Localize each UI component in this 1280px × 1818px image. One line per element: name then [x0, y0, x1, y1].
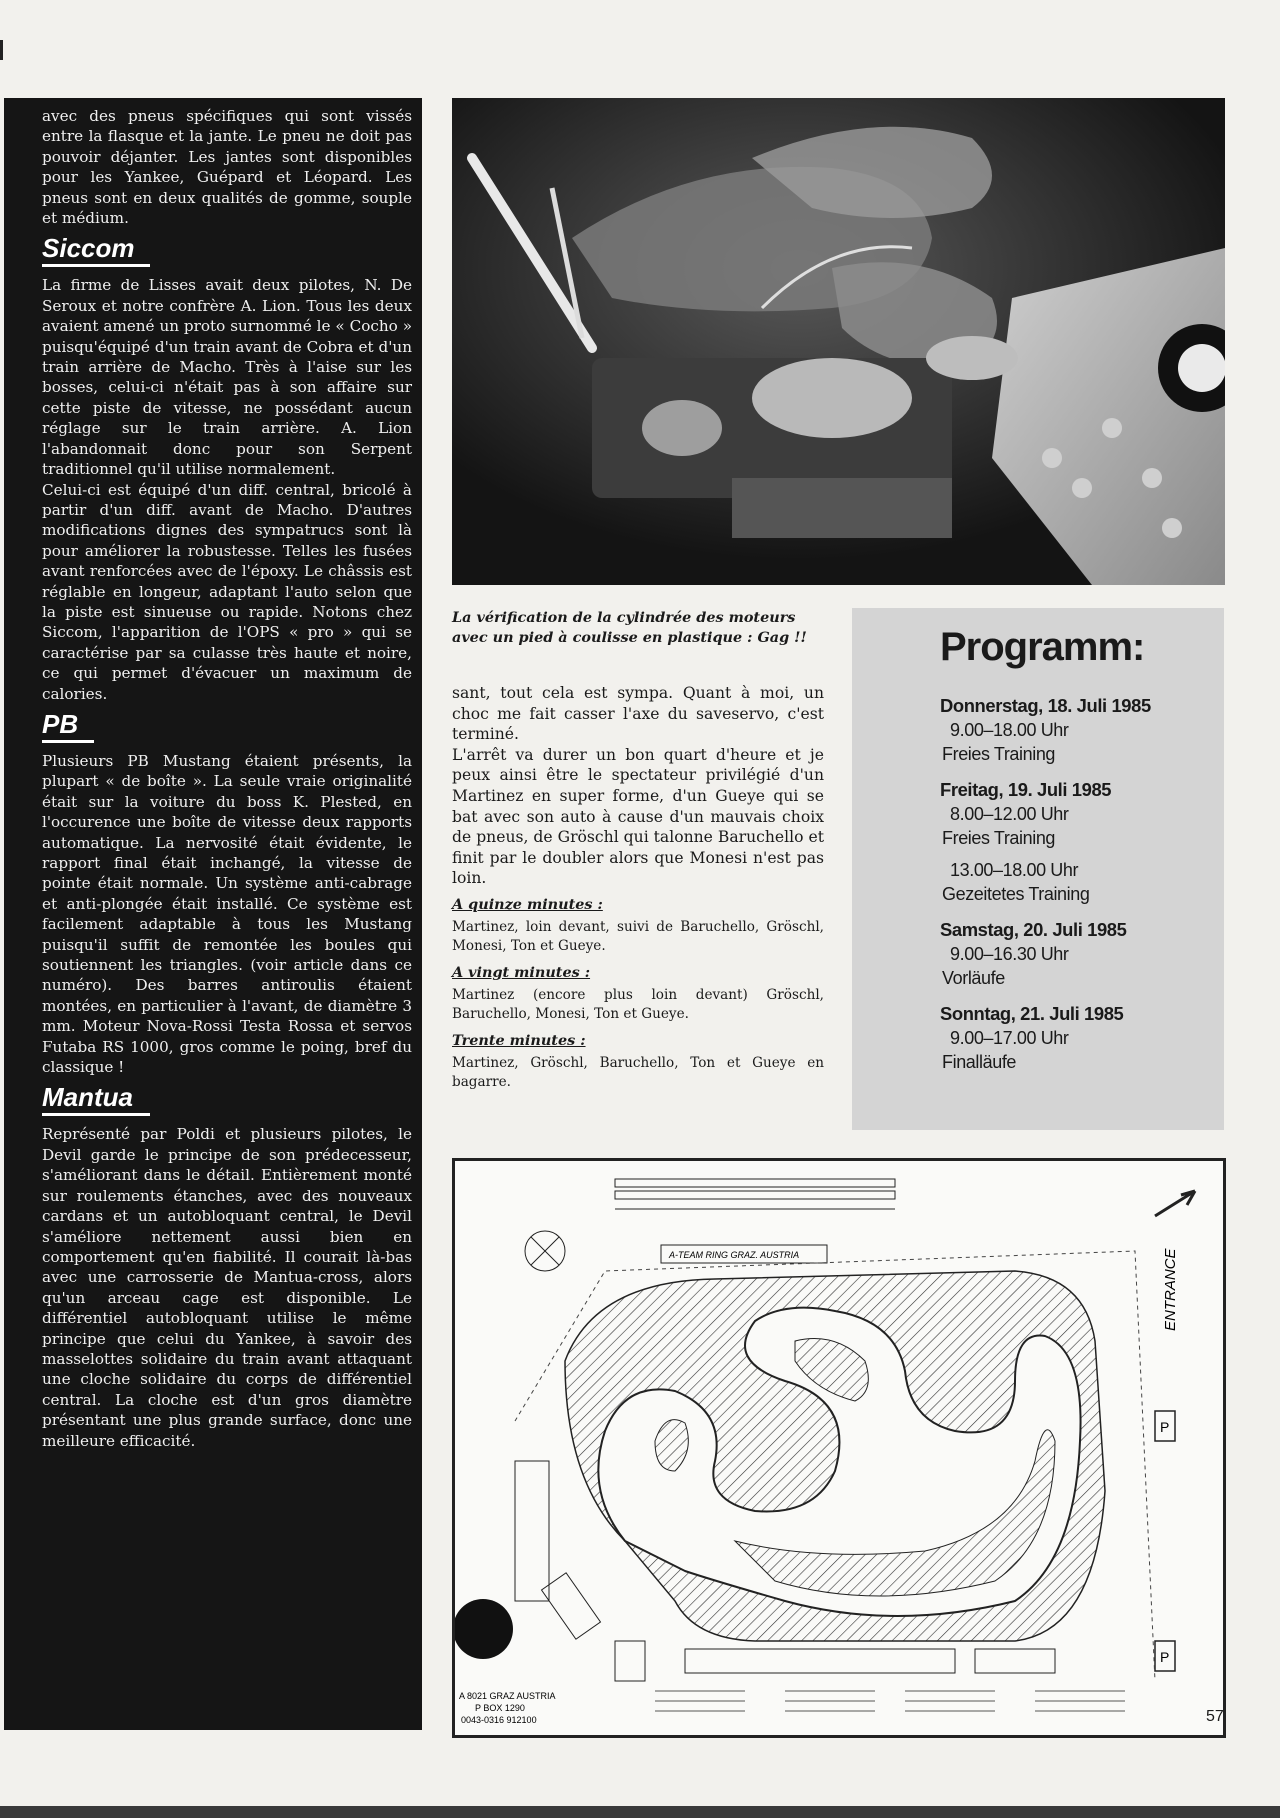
address-line-1: A 8021 GRAZ AUSTRIA — [459, 1691, 556, 1701]
left-column — [4, 98, 422, 1730]
page-number: 57 — [1206, 1708, 1224, 1725]
programm-box — [852, 608, 1224, 1130]
address-line-3: 0043-0316 912100 — [461, 1715, 537, 1725]
address-line-2: P BOX 1290 — [475, 1703, 525, 1713]
pb-paragraph: Plusieurs PB Mustang étaient présents, la plupart « de boîte ». La seule vraie originalité était sur la voiture du boss K. Plested, en l'occurence une boîte de vitesse deux rapports automatique. La nervosité était évidente, le rapport final était inchangé, la vitesse de pointe était normale. Un système anti-cabrage et anti-plongée était installé. Ce système est facilement adaptable à tous les Mustang puisqu'il suffit de remontée les boules qui soutiennent les triangles. (voir article dans ce numéro). Des barres antiroulis étaient montées, en particulier à l'avant, de diamètre 3 mm. Moteur Nova-Rossi Testa Rossa et servos Futaba RS 1000, gros comme le poing, bref du classique ! — [42, 751, 412, 1077]
middle-paragraph-2: L'arrêt va durer un bon quart d'heure et je peux ainsi être le spectateur privilégié d'un Martinez en super forme, d'un Gueye qui se bat avec son auto à cause d'un mauvais choix de pneus, de Gröschl qui talonne Baruchello et finit par le doubler alors que Monesi n'est pas loin. — [452, 745, 824, 888]
middle-column — [452, 683, 824, 1093]
day-1-time: 9.00–18.00 Uhr — [950, 720, 1069, 740]
engine-photo — [452, 98, 1225, 585]
track-map-drawing — [455, 1161, 1223, 1735]
middle-paragraph-1: sant, tout cela est sympa. Quant à moi, un choc me fait casser l'axe du saveservo, c'est terminé. — [452, 684, 824, 744]
thirty-minutes-text: Martinez, Gröschl, Baruchello, Ton et Gueye en bagarre. — [452, 1054, 824, 1091]
track-sign-text: A-TEAM RING GRAZ. AUSTRIA — [669, 1250, 800, 1260]
mantua-paragraph: Représenté par Poldi et plusieurs pilotes, le Devil garde le principe de son prédecesseur, s'améliorant dans le détail. Entièrement monté sur roulements étanches, avec des nouveaux cardans et un autobloquant central, le Devil s'améliore nettement aussi bien en comportement qu'en fiabilité. Il courait là-bas avec une carrosserie de Mantua-cross, alors qu'un arceau cage est disponible. Le différentiel autobloquant utilise le même principe que celui du Yankee, à savoir des masselottes solidaire du train avant attaquant une cloche solidaire du corps de différentiel central. La cloche est d'un gros diamètre présentant une plus grande surface, donc une meilleure efficacité. — [42, 1125, 412, 1450]
programm-title: Programm: — [940, 625, 1145, 669]
bottom-border — [0, 1806, 1280, 1818]
siccom-heading: Siccom — [42, 234, 150, 267]
engine-photo-illustration — [452, 98, 1225, 585]
day-4-time: 9.00–17.00 Uhr — [950, 1028, 1069, 1048]
mantua-heading: Mantua — [42, 1083, 150, 1116]
thirty-minutes-heading: Trente minutes : — [452, 1031, 586, 1049]
day-2-date: Freitag, 19. Juli 1985 — [940, 779, 1112, 800]
fifteen-minutes-text: Martinez, loin devant, suivi de Baruchello, Gröschl, Monesi, Ton et Gueye. — [452, 918, 824, 955]
parking-label-1: P — [1160, 1419, 1170, 1435]
day-3-time: 9.00–16.30 Uhr — [950, 944, 1069, 964]
twenty-minutes-text: Martinez (encore plus loin devant) Gröschl, Baruchello, Monesi, Ton et Gueye. — [452, 986, 824, 1023]
siccom-paragraph-1: La firme de Lisses avait deux pilotes, N. De Seroux et notre confrère A. Lion. Tous les deux avaient amené un proto surnommé le « Cocho » puisqu'équipé d'un train avant de Cobra et d'un train arrière de Macho. Très à l'aise sur les bosses, celui-ci n'était pas à son affaire sur cette piste de vitesse, ne possédant aucun réglage sur le train arrière. A. Lion l'abandonnait donc pour son Serpent traditionnel qu'il utilise normalement. — [42, 276, 412, 479]
track-map — [452, 1158, 1226, 1738]
day-2-label: Freies Training — [942, 828, 1056, 848]
day-2-time-2: 13.00–18.00 Uhr — [950, 860, 1079, 880]
intro-paragraph: avec des pneus spécifiques qui sont vissés entre la flasque et la jante. Le pneu ne doit pas pouvoir déjanter. Les jantes sont disponibles pour les Yankee, Guépard et Léopard. Les pneus sont en deux qualités de gomme, souple et médium. — [42, 107, 412, 228]
photo-caption: La vérification de la cylindrée des moteurs avec un pied à coulisse en plastique : Gag !! — [452, 609, 807, 646]
day-4-label: Finalläufe — [942, 1052, 1017, 1072]
fifteen-minutes-heading: A quinze minutes : — [452, 895, 603, 913]
entrance-label: ENTRANCE — [1162, 1248, 1179, 1331]
day-4-date: Sonntag, 21. Juli 1985 — [940, 1003, 1124, 1024]
twenty-minutes-heading: A vingt minutes : — [452, 963, 591, 981]
day-3-label: Vorläufe — [942, 968, 1005, 988]
page-edge-mark — [0, 40, 3, 60]
day-2-time: 8.00–12.00 Uhr — [950, 804, 1069, 824]
siccom-paragraph-2: Celui-ci est équipé d'un diff. central, bricolé à partir d'un diff. avant de Macho. D'autres modifications dignes des sympatrucs sont là pour améliorer la robustesse. Telles les fusées avant renforcées avec de l'époxy. Le châssis est réglable en longeur, adaptant l'auto selon que la piste est sinueuse ou rapide. Notons chez Siccom, l'apparition de l'OPS « pro » qui se caractérise par sa culasse très haute et noire, ce qui permet d'évacuer un maximum de calories. — [42, 480, 412, 703]
entrance-arrow — [1155, 1191, 1195, 1216]
day-2-label-2: Gezeitetes Training — [942, 884, 1090, 904]
day-3-date: Samstag, 20. Juli 1985 — [940, 919, 1127, 940]
day-1-date: Donnerstag, 18. Juli 1985 — [940, 695, 1151, 716]
parking-label-2: P — [1160, 1649, 1170, 1665]
pb-heading: PB — [42, 710, 94, 743]
day-1-label: Freies Training — [942, 744, 1056, 764]
